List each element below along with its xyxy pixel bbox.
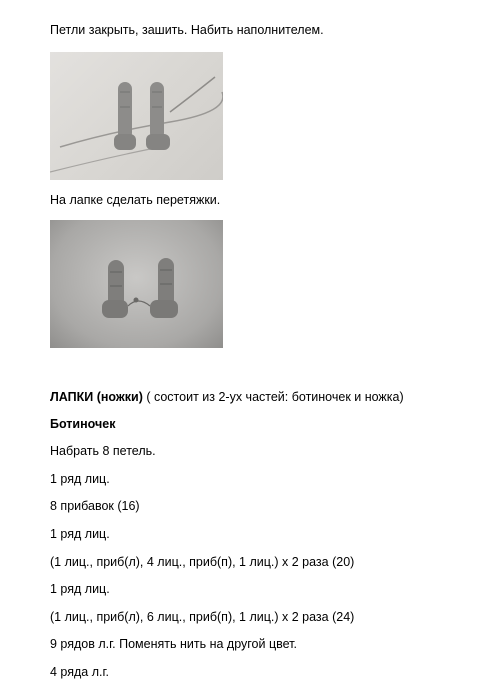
- step-cast-on: Набрать 8 петель.: [50, 444, 156, 458]
- subheading-boot: Ботиночек: [50, 417, 116, 431]
- step-four-rows: 4 ряда л.г.: [50, 665, 109, 679]
- step-pattern-24: (1 лиц., приб(л), 6 лиц., приб(п), 1 лиц.) х 2 раза (24): [50, 610, 355, 624]
- legs-title: ЛАПКИ (ножки): [50, 390, 143, 404]
- knitted-legs-tied-photo: [50, 220, 223, 348]
- step-row-2: 1 ряд лиц.: [50, 527, 110, 541]
- section-heading-legs: [50, 389, 404, 405]
- step-row-1: 1 ряд лиц.: [50, 472, 110, 486]
- step-change-color: 9 рядов л.г. Поменять нить на другой цвет.: [50, 637, 297, 651]
- legs-subtitle: ( состоит из 2-ух частей: ботиночек и ножка): [142, 390, 404, 404]
- knitted-legs-stuffed-photo: [50, 52, 223, 180]
- instruction-close-stitches: Петли закрыть, зашить. Набить наполнителем.: [50, 23, 324, 37]
- step-increases: 8 прибавок (16): [50, 499, 140, 513]
- instruction-tie-paws: На лапке сделать перетяжки.: [50, 193, 221, 207]
- step-row-3: 1 ряд лиц.: [50, 582, 110, 596]
- step-pattern-20: (1 лиц., приб(л), 4 лиц., приб(п), 1 лиц.) х 2 раза (20): [50, 555, 355, 569]
